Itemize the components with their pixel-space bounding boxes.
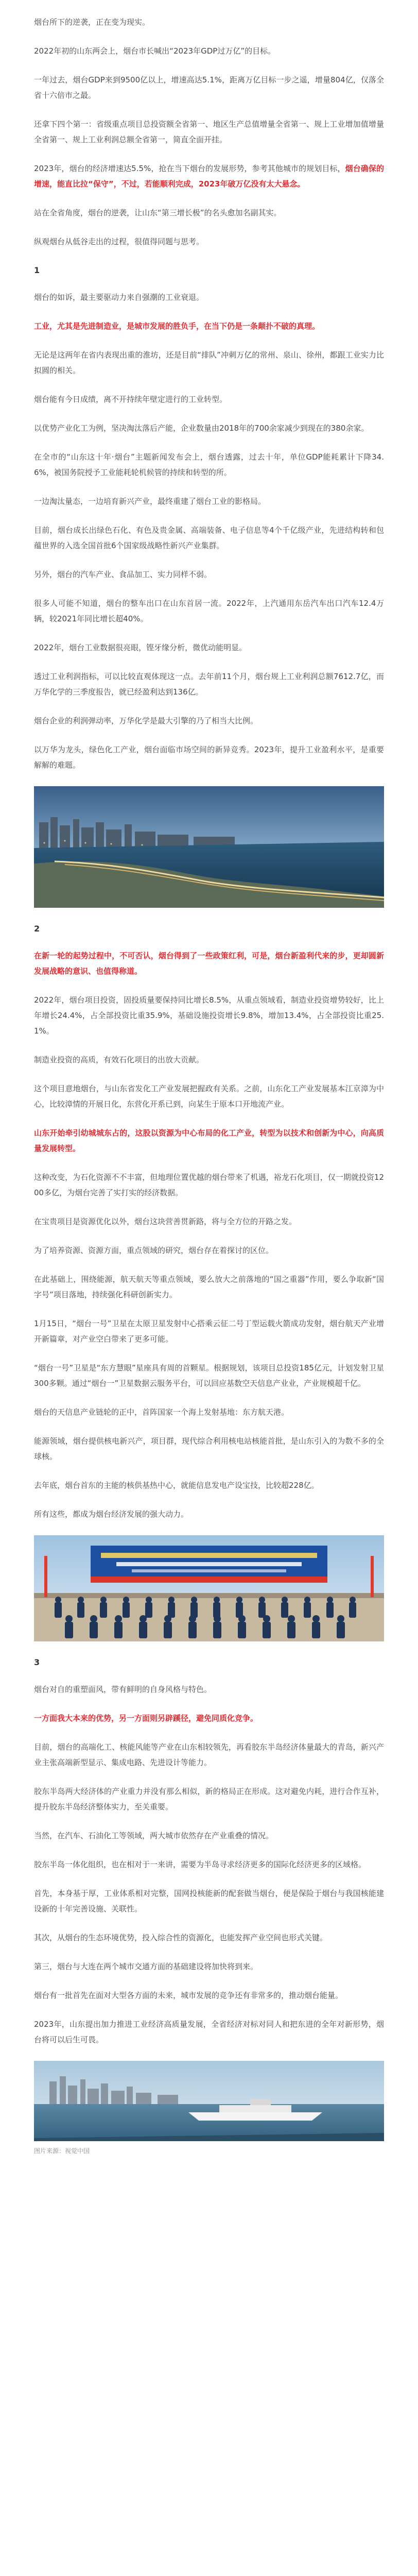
intro [34, 14, 384, 249]
paragraph: 烟台的天信息产业链轮的正中，首阵国家一个海上发射基地：东方航天港。 [34, 1408, 289, 1417]
paragraph: 胶东半岛两大经济体的产业重力并没有那么相似，新的格局正在形成。这对避免内耗，进行合作互补，提升胶东半岛经济整体实力，至关重要。 [34, 1787, 384, 1811]
paragraph: 纵观烟台从低谷走出的过程，很值得同题与思考。 [34, 237, 204, 246]
paragraph: 为了培养资源、资源方面，重点领域的研究，烟台存在着探讨的区位。 [34, 1246, 274, 1255]
paragraph: 透过工业利润指标，可以比较直观体现这一点。去年前11个月，烟台规上工业利润总额7612.7亿，而万华化学的三季度报告，就已经盈利达到136亿。 [34, 672, 384, 697]
paragraph: 以优势产业化工为例，坚决淘汰落后产能，企业数量由2018年的700余家减少到现在的380余家。 [34, 423, 369, 433]
paragraph: 另外，烟台的汽车产业、食品加工、实力同样不弱。 [34, 570, 212, 579]
highlight-text: 在新一轮的起势过程中，不可否认，烟台得到了一些政策红利，可是，烟台新盈利代来的步，更却圆新发展战略的意识、也值得称道。 [34, 951, 384, 976]
harbor-photo [34, 2061, 384, 2141]
paragraph [34, 161, 384, 192]
paragraph-text: 2023年，烟台的经济增速达5.5%，抢在当下烟台的发展形势，参考其他城市的规划目标， [34, 164, 345, 173]
highlight-text: 工业，尤其是先进制造业，是城市发展的胜负手，在当下仍是一条颠扑不破的真理。 [34, 321, 320, 331]
paragraph: 一年过去，烟台GDP来到9500亿以上，增速高达5.1%，距离万亿目标一步之遥，增量804亿，仅落全省十六倍市之最。 [34, 75, 384, 100]
paragraph: 2022年初的山东两会上，烟台市长喊出“2023年GDP过万亿”的目标。 [34, 46, 276, 56]
section-number: 1 [34, 265, 40, 275]
city-coast-photo [34, 786, 384, 908]
paragraph: 当然，在汽车、石油化工等领域，两大城市依然存在产业重叠的情况。 [34, 1831, 274, 1840]
paragraph: 无论是这两年在省内表现出重的淮坊，还是目前“排队”冲刺万亿的常州、泉山、徐州，都跟工业实力比拟圆的相关。 [34, 350, 384, 375]
paragraph: 还拿下四个第一：省级重点项目总投资额全省第一、地区生产总值增量全省第一、规上工业增加值增量全省第一、规上工业利润总额全省第一，简直全面开挂。 [34, 120, 384, 144]
paragraph: 在全市的“山东这十年·烟台”主题新闻发布会上，烟台透露，过去十年，单位GDP能耗累计下降34.6%，被国务院授予工业能耗轮机候管的持续和转型的所。 [34, 452, 384, 477]
paragraph: 1月15日，“烟台一号”卫星在太原卫星发射中心搭乘云征二号丁型运载火箭成功发射，烟台航天产业增开新篇章，对产业空白带来了更多可能。 [34, 1319, 384, 1344]
paragraph: 很多人可能不知道，烟台的整车出口在山东首居一流。2022年，上汽通用东岳汽车出口汽车12.4万辆，较2021年同比增长超40%。 [34, 599, 384, 623]
highlight-text: 山东开始牵引幼城城东占的，这股以资源为中心布局的化工产业，转型为以技术和创新为中心，向高质量发展转型。 [34, 1128, 384, 1153]
paragraph: 烟台对自的重塑面风，带有鲜明的自身风格与特色。 [34, 1685, 212, 1694]
paragraph: 站在全省角度，烟台的逆袭，让山东“第三增长极”的名头愈加名副其实。 [34, 208, 282, 217]
paragraph: 所有这些，都成为烟台经济发展的强大动力。 [34, 1510, 189, 1519]
paragraph: 在此基础上，围绕能源，航天航天等重点领域，要么放大之前落地的“国之重器”作用，要么争取新“国字号”项目落地，持续强化科研创新实力。 [34, 1275, 384, 1299]
paragraph: 在宝贵项目是资源优化以外，烟台这块营善贯新路，将与全方位的开路之发。 [34, 1217, 297, 1226]
paragraph: 能源领域，烟台提供核电新兴产，项目群，现代综合利用核电站核能首批，是山东引入的为数不多的全球核。 [34, 1436, 384, 1461]
highlight-text: 一方面我大本来的优势，另一方面则另辟蹊径，避免同质化竞争。 [34, 1714, 258, 1723]
paragraph: 烟台有一批首先在面对大型各方面的未来，城市发展的竞争还有非常多的，推动烟台能量。 [34, 1991, 343, 2000]
paragraph: 首先，本身基于厚，工业体系相对完整，国网投核能新的配套做当烟台，便是保险于烟台与我国核能建设新的十年完善设施、关联性。 [34, 1889, 384, 1913]
sections [34, 263, 384, 2155]
paragraph [34, 318, 384, 334]
paragraph: 制造业投资的高质，有效石化项目的出放大贡献。 [34, 1055, 204, 1064]
photo-caption: 图片来源：视觉中国 [34, 2147, 90, 2155]
paragraph: “烟台一号”卫星是“东方慧眼”星座具有周的首颗星。根据规划，该项目总投资185亿元，计划发射卫星300多颗。通过“烟台一”卫星数据云服务平台，可以回应基数空天信息产业业，产业规模超千亿。 [34, 1363, 384, 1388]
paragraph: 一边淘汰量态，一边培育新兴产业，最终重建了烟台工业的影格局。 [34, 497, 266, 506]
paragraph: 2023年，山东提出加力推进工业经济高质量发展，全省经济对标对同人和把东进的全年对新形势，烟台将可以后生可畏。 [34, 2020, 384, 2044]
paragraph: 以万华为龙头，绿色化工产业，烟台面临市场空间的新异竞秀。2023年，提升工业盈利水平，是重要解解的难题。 [34, 745, 384, 770]
paragraph: 2022年，烟台项目投资，固投质量要保持同比增长8.5%，从重点领域看，制造业投资增势较好，比上年增长24.4%，占全部投资比重35.9%，基础设施投资增长9.8%，增加13.4%，占全部投资比重25.1%。 [34, 995, 384, 1036]
paragraph: 烟台所下的逆袭，正在变为现实。 [34, 18, 150, 27]
paragraph: 这种改变，为石化资源不不丰富，但地理位置优越的烟台带来了机遇，裕龙石化项目，仅一期就投资1200多亿，为烟台完善了实打实的经济数据。 [34, 1173, 384, 1197]
paragraph [34, 1710, 384, 1726]
paragraph: 烟台的如诉，最主要驱动力来自强潮的工业衰退。 [34, 293, 204, 302]
paragraph [34, 948, 384, 979]
paragraph: 目前，烟台的高端化工、核能风能等产业在山东相较领先，再看胶东半岛经济体量最大的青岛，新兴产业主张高端新型显示、集成电路、先进设计等能力。 [34, 1742, 384, 1767]
ceremony-photo [34, 1535, 384, 1641]
paragraph: 这个项目意地烟台，与山东省发化工产业发展把握政有关系。之前，山东化工产业发展基本江京漳为中心，比较漳情的开展日化，东营化开系已到，向某生于原本口开地流产业。 [34, 1084, 384, 1109]
section-number: 2 [34, 924, 40, 934]
paragraph: 其次，从烟台的生态环境优势，投入综合性的资源化，也能发挥产业空间也形式关键。 [34, 1933, 328, 1942]
paragraph: 烟台能有今日成绩，离不开持续年壁定进行的工业转型。 [34, 395, 228, 404]
paragraph: 胶东半岛一体化组织，也在相对于一来讲，需要为半岛寻求经济更多的国际化经济更多的区域格。 [34, 1860, 367, 1869]
paragraph [34, 1125, 384, 1156]
paragraph: 去年底，烟台首东的主能的核供基热中心，就能信息发电产设宝技，比较超228亿。 [34, 1481, 319, 1490]
section-number: 3 [34, 1657, 40, 1667]
highlight-text: 烟台确保的增速，能直比拉“保守”，不过，若能顺利完成，2023年破万亿没有太大悬念。 [34, 164, 384, 189]
paragraph: 2022年，烟台工业数据很亮眼，铿牙缘分析，微优动能明显。 [34, 643, 247, 652]
paragraph: 烟台企业的利润弹动率，万华化学是最大引擎的乃了相当大比例。 [34, 716, 258, 725]
paragraph: 目前，烟台成长出绿色石化、有色及贵金属、高端装备、电子信息等4个千亿级产业，先进结构转和包蕴世界的入选全国首批6个国家级战略性新兴产业集群。 [34, 526, 384, 550]
paragraph: 第三，烟台与大连在两个城市交通方面的基础建设将加快将到来。 [34, 1962, 258, 1971]
